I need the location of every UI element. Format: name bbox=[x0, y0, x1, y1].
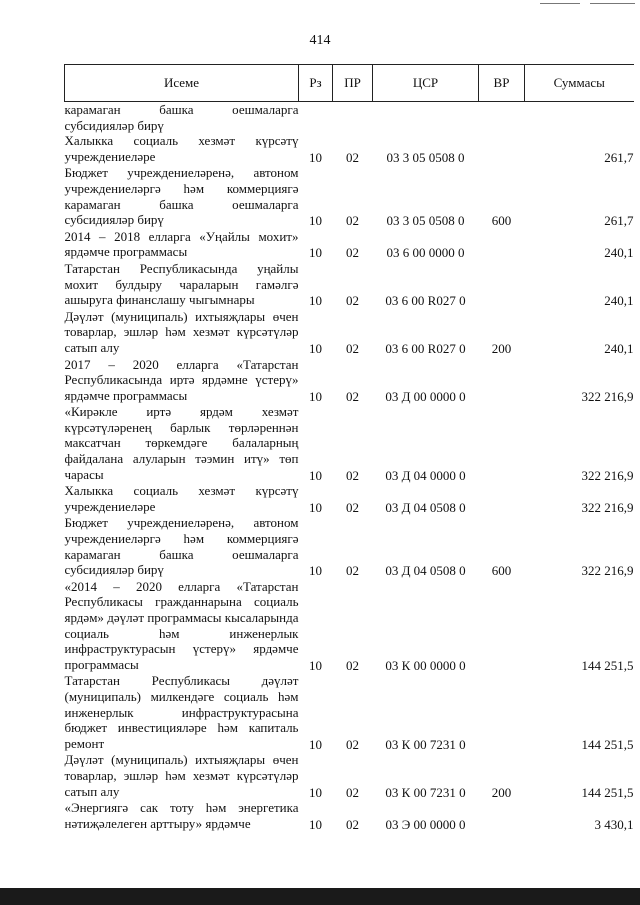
row-sum: 322 216,9 bbox=[581, 499, 634, 515]
row-name: Халыкка социаль хезмәт күрсәтү учреждениеләре bbox=[64, 133, 299, 164]
row-sum: 240,1 bbox=[604, 340, 634, 356]
row-csr: 03 К 00 7231 0 bbox=[385, 736, 466, 752]
budget-table bbox=[64, 64, 634, 832]
row-vr bbox=[479, 673, 525, 752]
row-name: 2017 – 2020 елларга «Татарстан Республикасында иртә ярдәмне үстерү» ярдәмче программасы bbox=[64, 356, 299, 403]
row-pr: 02 bbox=[346, 563, 359, 579]
row-csr: 03 К 00 7231 0 bbox=[385, 784, 466, 800]
row-vr bbox=[479, 261, 525, 309]
row-vr bbox=[479, 800, 525, 832]
table-row bbox=[65, 800, 634, 832]
row-name: «Кирәкле иртә ярдәм хезмәт күрсәтүләренең барлык төрләреннән максатчан төркемдәге балаларның файдалана алуларын тәэмин итү» төп чарасы bbox=[64, 404, 299, 482]
row-sum: 240,1 bbox=[604, 293, 634, 309]
row-sum: 144 251,5 bbox=[581, 736, 634, 752]
row-csr: 03 3 05 0508 0 bbox=[386, 213, 465, 229]
row-pr: 02 bbox=[346, 149, 359, 165]
row-sum: 144 251,5 bbox=[581, 784, 634, 800]
row-sum: 261,7 bbox=[604, 213, 634, 229]
row-sum: 322 216,9 bbox=[581, 388, 634, 404]
row-vr bbox=[479, 404, 525, 483]
row-pr: 02 bbox=[346, 467, 359, 483]
header-sum: Суммасы bbox=[525, 65, 634, 102]
page-number: 414 bbox=[309, 33, 331, 48]
row-csr: 03 Д 04 0000 0 bbox=[385, 467, 466, 483]
row-pr: 02 bbox=[346, 340, 359, 356]
row-vr bbox=[479, 483, 525, 515]
row-vr: 600 bbox=[491, 563, 512, 579]
row-name: Бюджет учреждениеләренә, автоном учреждениеләргә һәм коммерциягә карамаган башка оешмаларга субсидияләр бирү bbox=[64, 165, 299, 228]
row-vr: 200 bbox=[491, 340, 512, 356]
header-vr: ВР bbox=[479, 65, 525, 102]
row-name: Дәүләт (муниципаль) ихтыяҗлары өчен товарлар, эшләр һәм хезмәт күрсәтүләр сатып алу bbox=[64, 752, 299, 799]
row-rz: 10 bbox=[309, 388, 322, 404]
row-vr: 200 bbox=[491, 784, 512, 800]
table-row bbox=[65, 229, 634, 261]
row-sum: 3 430,1 bbox=[594, 816, 634, 832]
row-vr bbox=[479, 579, 525, 674]
row-pr: 02 bbox=[346, 245, 359, 261]
header-rz: Рз bbox=[299, 65, 333, 102]
table-row bbox=[65, 133, 634, 165]
row-csr: 03 Д 04 0508 0 bbox=[385, 499, 466, 515]
continuation-row bbox=[65, 102, 634, 134]
table-row bbox=[65, 309, 634, 357]
row-name: Халыкка социаль хезмәт күрсәтү учреждениеләре bbox=[64, 483, 299, 514]
table-row bbox=[65, 579, 634, 674]
row-vr bbox=[479, 229, 525, 261]
table-row bbox=[65, 515, 634, 578]
row-csr: 03 Э 00 0000 0 bbox=[385, 816, 466, 832]
row-vr: 600 bbox=[491, 213, 512, 229]
row-pr: 02 bbox=[346, 499, 359, 515]
row-pr: 02 bbox=[346, 293, 359, 309]
row-pr: 02 bbox=[346, 657, 359, 673]
row-csr: 03 6 00 0000 0 bbox=[386, 245, 465, 261]
row-name: Татарстан Республикасы дәүләт (муниципаль) милкендәге социаль һәм инженерлык инфраструктурасына бюджет инвестицияләре һәм капиталь ремонт bbox=[64, 673, 299, 751]
row-vr bbox=[479, 133, 525, 165]
row-rz: 10 bbox=[309, 293, 322, 309]
row-pr: 02 bbox=[346, 213, 359, 229]
header-pr: ПР bbox=[333, 65, 373, 102]
scan-bottom-edge bbox=[0, 888, 640, 905]
row-sum: 261,7 bbox=[604, 149, 634, 165]
row-csr: 03 6 00 R027 0 bbox=[385, 340, 466, 356]
row-rz: 10 bbox=[309, 467, 322, 483]
row-pr: 02 bbox=[346, 784, 359, 800]
row-csr: 03 6 00 R027 0 bbox=[385, 293, 466, 309]
row-name: Татарстан Республикасында уңайлы мохит булдыру чараларын гамәлгә ашыруга финанслашу чыгымнары bbox=[64, 260, 299, 308]
row-csr: 03 Д 04 0508 0 bbox=[385, 563, 466, 579]
row-pr: 02 bbox=[346, 736, 359, 752]
table-row bbox=[65, 483, 634, 515]
row-pr: 02 bbox=[346, 388, 359, 404]
row-rz: 10 bbox=[309, 245, 322, 261]
row-name: Бюджет учреждениеләренә, автоном учреждениеләргә һәм коммерциягә карамаган башка оешмаларга субсидияләр бирү bbox=[64, 515, 299, 578]
row-csr: 03 3 05 0508 0 bbox=[386, 149, 465, 165]
row-vr bbox=[479, 357, 525, 405]
row-name: 2014 – 2018 елларга «Уңайлы мохит» ярдәмче программасы bbox=[64, 228, 299, 260]
row-csr: 03 Д 00 0000 0 bbox=[385, 388, 466, 404]
row-rz: 10 bbox=[309, 563, 322, 579]
row-rz: 10 bbox=[309, 736, 322, 752]
row-rz: 10 bbox=[309, 149, 322, 165]
scan-marks bbox=[520, 0, 640, 8]
row-csr: 03 К 00 0000 0 bbox=[385, 657, 466, 673]
table-row bbox=[65, 165, 634, 228]
row-pr: 02 bbox=[346, 816, 359, 832]
row-sum: 322 216,9 bbox=[581, 563, 634, 579]
row-rz: 10 bbox=[309, 213, 322, 229]
row-sum: 144 251,5 bbox=[581, 657, 634, 673]
header-csr: ЦСР bbox=[373, 65, 479, 102]
row-name: Дәүләт (муниципаль) ихтыяҗлары өчен товарлар, эшләр һәм хезмәт күрсәтүләр сатып алу bbox=[64, 308, 299, 355]
row-name: карамаган башка оешмаларга субсидияләр бирү bbox=[64, 102, 299, 133]
row-rz: 10 bbox=[309, 784, 322, 800]
header-name: Исеме bbox=[65, 65, 299, 102]
table-row bbox=[65, 357, 634, 405]
row-sum: 240,1 bbox=[604, 245, 634, 261]
table-row bbox=[65, 261, 634, 309]
row-name: «2014 – 2020 елларга «Татарстан Республикасы гражданнарына социаль ярдәм» дәүләт программасы кысаларында социаль һәм инженерлык инфраструктурасын үстерү» ярдәмче программасы bbox=[64, 578, 299, 672]
table-header bbox=[65, 65, 634, 102]
table-row bbox=[65, 673, 634, 752]
table-row bbox=[65, 404, 634, 483]
table-row bbox=[65, 752, 634, 800]
row-rz: 10 bbox=[309, 816, 322, 832]
row-rz: 10 bbox=[309, 340, 322, 356]
row-sum: 322 216,9 bbox=[581, 467, 634, 483]
row-rz: 10 bbox=[309, 499, 322, 515]
row-rz: 10 bbox=[309, 657, 322, 673]
row-name: «Энергиягә сак тоту һәм энергетика нәтиҗәлелеген арттыру» ярдәмче bbox=[64, 800, 299, 831]
